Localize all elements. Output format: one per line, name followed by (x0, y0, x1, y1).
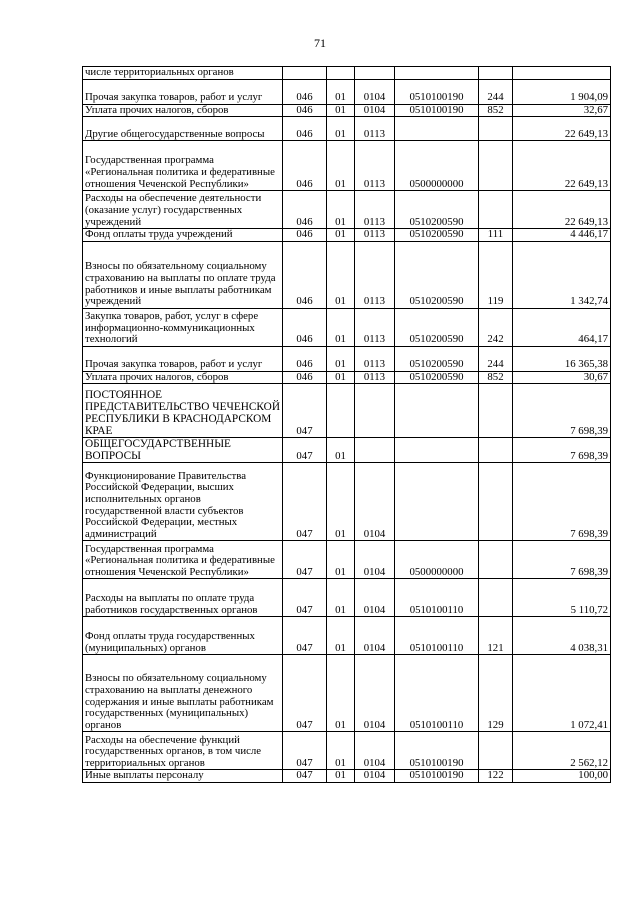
row-sum: 7 698,39 (513, 463, 611, 541)
row-ved: 046 (283, 191, 327, 229)
row-rz: 01 (327, 617, 355, 655)
row-ved: 046 (283, 346, 327, 371)
row-rz: 01 (327, 579, 355, 617)
table-row (83, 67, 611, 80)
row-rz (327, 384, 355, 438)
row-csr (395, 438, 479, 463)
row-rz: 01 (327, 346, 355, 371)
row-pr: 0104 (355, 732, 395, 770)
row-rz: 01 (327, 655, 355, 732)
row-vr: 244 (479, 79, 513, 104)
row-sum: 4 038,31 (513, 617, 611, 655)
row-ved: 047 (283, 438, 327, 463)
row-sum: 464,17 (513, 308, 611, 346)
row-vr (479, 191, 513, 229)
row-ved: 047 (283, 579, 327, 617)
row-pr: 0104 (355, 79, 395, 104)
row-name: Расходы на обеспечение деятельности (оказание услуг) государственных учреждений (83, 191, 283, 229)
table-row (83, 79, 611, 104)
row-pr: 0113 (355, 346, 395, 371)
row-rz: 01 (327, 541, 355, 579)
row-csr (395, 117, 479, 141)
table-row (83, 617, 611, 655)
row-sum: 7 698,39 (513, 384, 611, 438)
table-row (83, 438, 611, 463)
row-ved: 047 (283, 384, 327, 438)
row-csr: 0500000000 (395, 141, 479, 191)
table-row (83, 463, 611, 541)
table-row (83, 384, 611, 438)
row-rz: 01 (327, 308, 355, 346)
row-name: ПОСТОЯННОЕ ПРЕДСТАВИТЕЛЬСТВО ЧЕЧЕНСКОЙ РЕСПУБЛИКИ В КРАСНОДАРСКОМ КРАЕ (83, 384, 283, 438)
row-pr (355, 384, 395, 438)
table-row (83, 770, 611, 783)
row-name: Фонд оплаты труда государственных (муниципальных) органов (83, 617, 283, 655)
row-csr: 0510100110 (395, 579, 479, 617)
row-csr: 0510100190 (395, 770, 479, 783)
table-row (83, 732, 611, 770)
row-pr: 0104 (355, 617, 395, 655)
row-csr: 0500000000 (395, 541, 479, 579)
row-vr: 119 (479, 241, 513, 308)
row-csr: 0510200590 (395, 346, 479, 371)
row-pr: 0104 (355, 463, 395, 541)
row-sum: 1 072,41 (513, 655, 611, 732)
row-pr: 0113 (355, 308, 395, 346)
row-name: Государственная программа «Региональная политика и федеративные отношения Чеченской Республики» (83, 141, 283, 191)
row-name: Государственная программа «Региональная политика и федеративные отношения Чеченской Республики» (83, 541, 283, 579)
row-csr: 0510200590 (395, 371, 479, 384)
row-name: Функционирование Правительства Российской Федерации, высших исполнительных органов государственной власти субъектов Российской Федерации, местных администраций (83, 463, 283, 541)
row-rz: 01 (327, 79, 355, 104)
row-ved: 046 (283, 371, 327, 384)
row-sum: 2 562,12 (513, 732, 611, 770)
row-sum: 16 365,38 (513, 346, 611, 371)
row-vr: 242 (479, 308, 513, 346)
row-vr (479, 579, 513, 617)
row-csr: 0510100110 (395, 617, 479, 655)
row-ved: 047 (283, 732, 327, 770)
row-ved: 046 (283, 241, 327, 308)
row-rz: 01 (327, 438, 355, 463)
row-rz: 01 (327, 770, 355, 783)
row-ved: 046 (283, 117, 327, 141)
row-ved: 047 (283, 463, 327, 541)
row-rz: 01 (327, 732, 355, 770)
row-name: Прочая закупка товаров, работ и услуг (83, 79, 283, 104)
row-vr (479, 67, 513, 80)
row-pr: 0113 (355, 241, 395, 308)
row-sum: 1 904,09 (513, 79, 611, 104)
row-vr (479, 541, 513, 579)
row-sum: 22 649,13 (513, 191, 611, 229)
row-csr: 0510100190 (395, 104, 479, 117)
row-rz: 01 (327, 141, 355, 191)
row-sum: 7 698,39 (513, 541, 611, 579)
row-sum: 5 110,72 (513, 579, 611, 617)
row-name: Взносы по обязательному социальному страхованию на выплаты по оплате труда работников и иные выплаты работникам учреждений (83, 241, 283, 308)
page-number: 71 (314, 36, 326, 50)
row-sum: 22 649,13 (513, 117, 611, 141)
row-pr: 0104 (355, 541, 395, 579)
row-pr: 0104 (355, 579, 395, 617)
row-name: Закупка товаров, работ, услуг в сфере информационно-коммуникационных технологий (83, 308, 283, 346)
row-rz: 01 (327, 117, 355, 141)
row-csr: 0510100110 (395, 655, 479, 732)
row-name: Взносы по обязательному социальному страхованию на выплаты денежного содержания и иные выплаты работникам государственных (муниципальных) органов (83, 655, 283, 732)
table-row (83, 346, 611, 371)
row-sum (513, 67, 611, 80)
row-ved: 046 (283, 141, 327, 191)
row-sum: 22 649,13 (513, 141, 611, 191)
row-ved: 046 (283, 308, 327, 346)
row-ved: 047 (283, 655, 327, 732)
row-name: Расходы на обеспечение функций государственных органов, в том числе территориальных органов (83, 732, 283, 770)
row-sum: 100,00 (513, 770, 611, 783)
row-csr: 0510200590 (395, 191, 479, 229)
row-csr (395, 384, 479, 438)
row-vr (479, 384, 513, 438)
row-csr: 0510100190 (395, 732, 479, 770)
table-row (83, 541, 611, 579)
row-sum: 7 698,39 (513, 438, 611, 463)
row-rz: 01 (327, 104, 355, 117)
row-vr: 852 (479, 104, 513, 117)
row-csr: 0510100190 (395, 79, 479, 104)
row-ved: 046 (283, 79, 327, 104)
row-pr: 0113 (355, 191, 395, 229)
row-ved (283, 67, 327, 80)
table-row (83, 308, 611, 346)
row-pr: 0104 (355, 104, 395, 117)
row-rz: 01 (327, 463, 355, 541)
budget-table (82, 66, 611, 783)
table-row (83, 191, 611, 229)
row-vr: 129 (479, 655, 513, 732)
table-row (83, 141, 611, 191)
row-name: Фонд оплаты труда учреждений (83, 229, 283, 242)
row-csr (395, 67, 479, 80)
row-pr (355, 67, 395, 80)
row-pr: 0104 (355, 770, 395, 783)
row-ved: 046 (283, 104, 327, 117)
row-sum: 4 446,17 (513, 229, 611, 242)
row-ved: 047 (283, 617, 327, 655)
budget-table-body (83, 67, 611, 783)
row-rz: 01 (327, 191, 355, 229)
row-pr (355, 438, 395, 463)
row-csr: 0510200590 (395, 229, 479, 242)
row-csr: 0510200590 (395, 308, 479, 346)
row-pr: 0113 (355, 141, 395, 191)
row-ved: 047 (283, 770, 327, 783)
row-vr: 111 (479, 229, 513, 242)
row-vr (479, 463, 513, 541)
row-pr: 0113 (355, 117, 395, 141)
row-rz (327, 67, 355, 80)
row-name: Другие общегосударственные вопросы (83, 117, 283, 141)
table-row (83, 104, 611, 117)
row-sum: 30,67 (513, 371, 611, 384)
row-rz: 01 (327, 229, 355, 242)
row-name: Уплата прочих налогов, сборов (83, 104, 283, 117)
row-name: ОБЩЕГОСУДАРСТВЕННЫЕ ВОПРОСЫ (83, 438, 283, 463)
row-name: Расходы на выплаты по оплате труда работников государственных органов (83, 579, 283, 617)
table-row (83, 229, 611, 242)
row-name: Прочая закупка товаров, работ и услуг (83, 346, 283, 371)
row-pr: 0113 (355, 229, 395, 242)
row-vr (479, 117, 513, 141)
row-pr: 0104 (355, 655, 395, 732)
row-rz: 01 (327, 371, 355, 384)
row-ved: 046 (283, 229, 327, 242)
row-name: Иные выплаты персоналу (83, 770, 283, 783)
row-vr (479, 438, 513, 463)
row-vr: 244 (479, 346, 513, 371)
row-vr: 121 (479, 617, 513, 655)
table-row (83, 117, 611, 141)
table-row (83, 371, 611, 384)
row-vr: 122 (479, 770, 513, 783)
table-row (83, 655, 611, 732)
row-ved: 047 (283, 541, 327, 579)
row-sum: 1 342,74 (513, 241, 611, 308)
row-rz: 01 (327, 241, 355, 308)
table-row (83, 579, 611, 617)
row-vr (479, 141, 513, 191)
row-pr: 0113 (355, 371, 395, 384)
row-vr (479, 732, 513, 770)
row-sum: 32,67 (513, 104, 611, 117)
row-vr: 852 (479, 371, 513, 384)
row-csr (395, 463, 479, 541)
table-row (83, 241, 611, 308)
row-name: Уплата прочих налогов, сборов (83, 371, 283, 384)
row-name: числе территориальных органов (83, 67, 283, 80)
row-csr: 0510200590 (395, 241, 479, 308)
